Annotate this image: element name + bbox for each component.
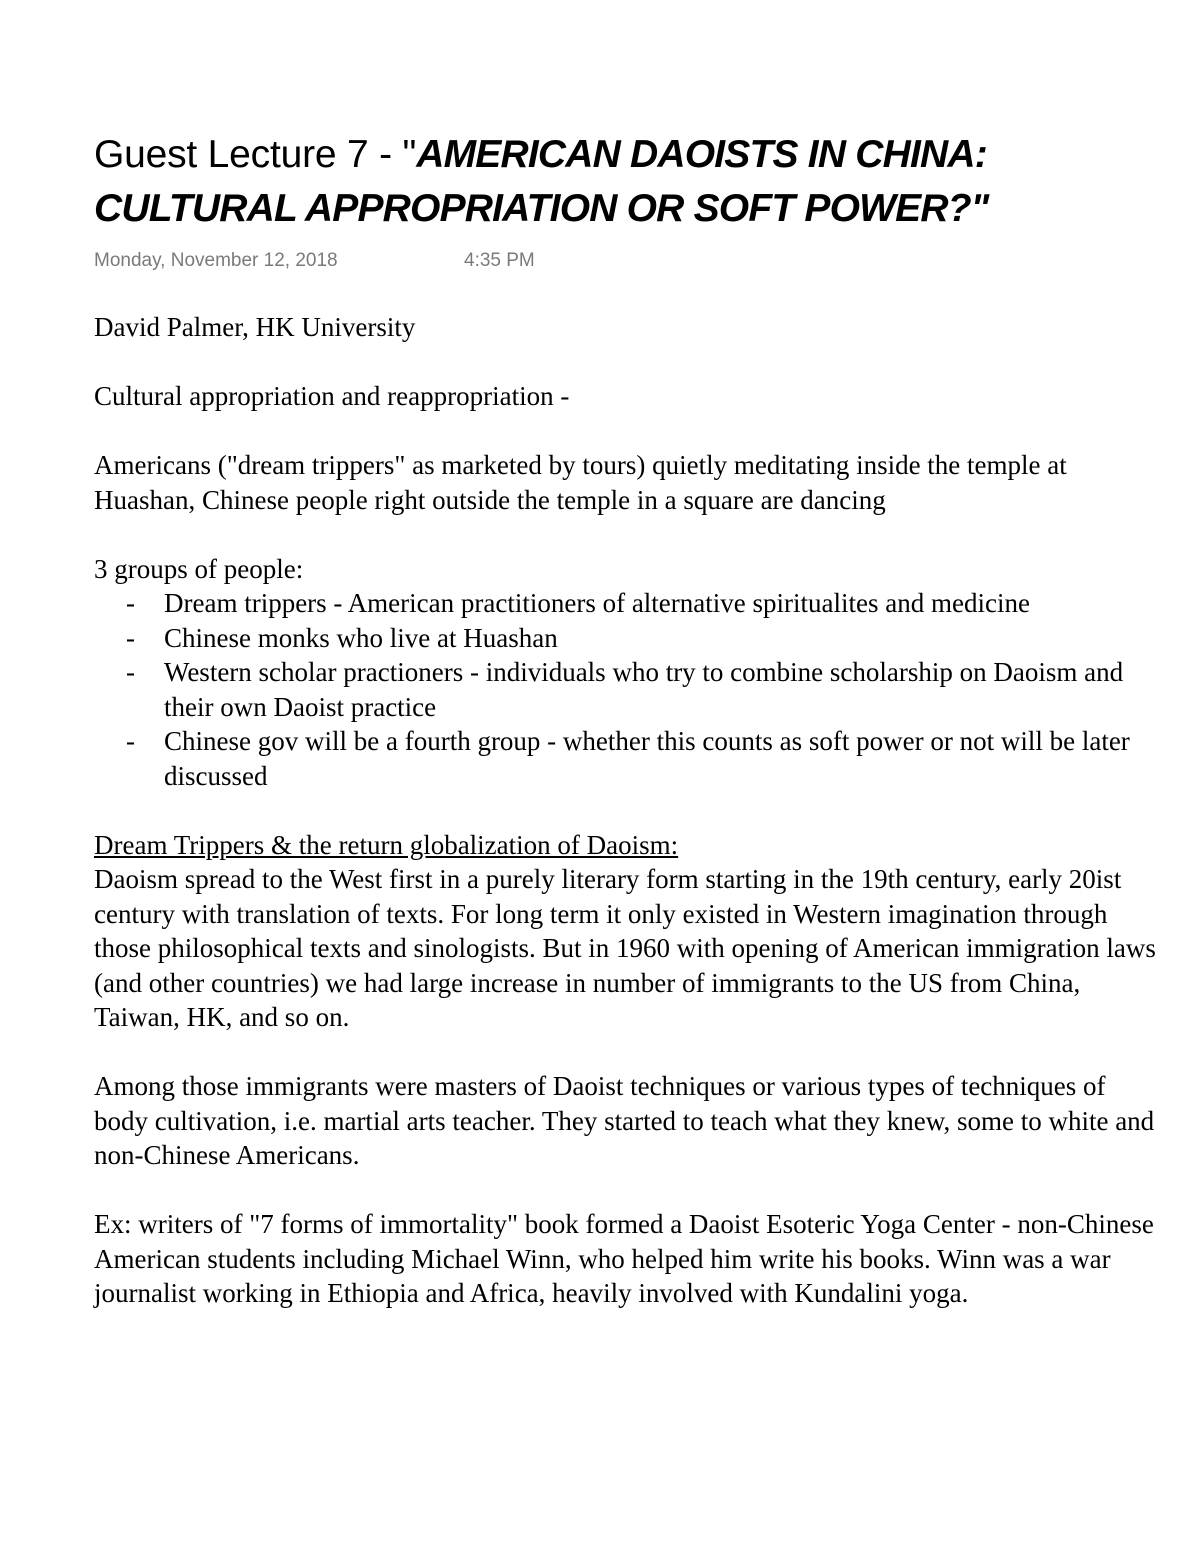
list-item-text: Dream trippers - American practitioners of alternative spiritualites and medicine — [164, 588, 1030, 618]
list-item — [94, 586, 1164, 621]
topic-line: Cultural appropriation and reappropriation - — [94, 381, 570, 411]
bullet-dash: - — [126, 657, 135, 687]
list-item — [94, 724, 1164, 793]
bullet-dash: - — [126, 622, 135, 653]
note-page — [94, 128, 1164, 1345]
list-item — [94, 655, 1164, 724]
section-paragraph-1: Daoism spread to the West first in a purely literary form starting in the 19th century, early 20ist century with translation of texts. For long term it only existed in Western imagination through those philosophical texts and sinologists. But in 1960 with opening of American immigration laws (and other countries) we had large increase in number of immigrants to the US from China, Taiwan, HK, and so on. — [94, 864, 1156, 1032]
section-heading-text: Dream Trippers & the return globalization of Daoism: — [94, 829, 679, 860]
bullet-dash: - — [126, 588, 135, 618]
section-heading — [94, 828, 1164, 863]
section-paragraph-3: Ex: writers of "7 forms of immortality" book formed a Daoist Esoteric Yoga Center - non-Chinese American students including Michael Winn, who helped him write his books. Winn was a war journalist working in Ethiopia and Africa, heavily involved with Kundalini yoga. — [94, 1209, 1154, 1308]
groups-list — [94, 586, 1164, 793]
speaker-line: David Palmer, HK University — [94, 312, 416, 342]
note-time: 4:35 PM — [464, 250, 535, 271]
section-paragraph-2: Among those immigrants were masters of Daoist techniques or various types of techniques of body cultivation, i.e. martial arts teacher. They started to teach what they knew, some to white and non-Chinese Americans. — [94, 1071, 1155, 1170]
list-item-text: Chinese gov will be a fourth group - whether this counts as soft power or not will be later discussed — [164, 726, 1130, 791]
groups-heading: 3 groups of people: — [94, 553, 304, 584]
bullet-dash: - — [126, 726, 135, 756]
list-item-text: Chinese monks who live at Huashan — [164, 622, 558, 653]
page-title — [94, 128, 1164, 236]
note-body — [94, 310, 1164, 1311]
list-item — [94, 621, 1164, 656]
title-prefix: Guest Lecture 7 - " — [94, 133, 417, 176]
title-emphasis-line2: CULTURAL APPROPRIATION OR SOFT POWER?" — [94, 187, 989, 230]
note-date: Monday, November 12, 2018 — [94, 250, 338, 271]
list-item-text: Western scholar practioners - individuals who try to combine scholarship on Daoism and their own Daoist practice — [164, 657, 1124, 722]
title-emphasis-line1: AMERICAN DAOISTS IN CHINA: — [416, 133, 987, 176]
intro-paragraph: Americans ("dream trippers" as marketed by tours) quietly meditating inside the temple at Huashan, Chinese people right outside the temple in a square are dancing — [94, 450, 1067, 515]
note-timestamp — [94, 250, 1164, 280]
